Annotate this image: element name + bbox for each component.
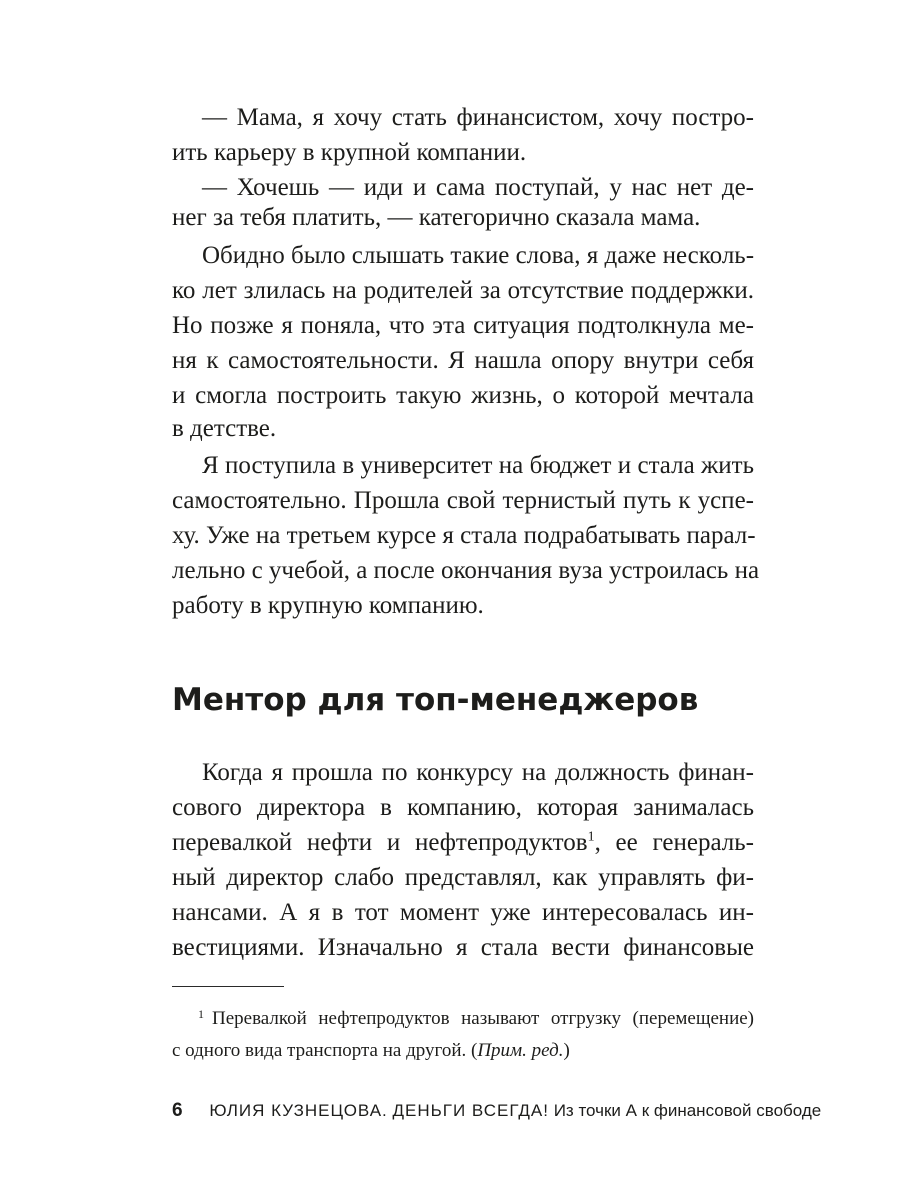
footnote-reference[interactable]: 1 bbox=[587, 829, 595, 845]
body-line: ху. Уже на третьем курсе я стала подрабатывать парал- bbox=[172, 522, 756, 549]
body-line-text: перевалкой нефти и нефтепродуктов bbox=[172, 829, 588, 856]
footnote-text: ) bbox=[563, 1040, 570, 1061]
body-line: Когда я прошла по конкурсу на должность финан- bbox=[202, 759, 754, 786]
body-line: Но позже я поняла, что эта ситуация подтолкнула ме- bbox=[172, 312, 754, 339]
body-line: в детстве. bbox=[172, 415, 277, 442]
running-footer bbox=[172, 1100, 821, 1122]
body-line: и смогла построить такую жизнь, о которой мечтала bbox=[172, 382, 754, 409]
body-line: вестициями. Изначально я стала вести финансовые bbox=[172, 934, 754, 961]
section-heading: Ментор для топ-менеджеров bbox=[172, 682, 699, 718]
footer-author: ЮЛИЯ КУЗНЕЦОВА. bbox=[209, 1101, 388, 1120]
body-line: работу в крупную компанию. bbox=[172, 592, 484, 619]
footer-title: ДЕНЬГИ ВСЕГДА! bbox=[392, 1101, 549, 1120]
footnote-mark: 1 bbox=[198, 1007, 204, 1021]
body-line: Обидно было слышать такие слова, я даже несколь- bbox=[202, 242, 755, 269]
body-line: — Мама, я хочу стать финансистом, хочу постро- bbox=[202, 104, 754, 131]
body-line: нег за тебя платить, — категорично сказала мама. bbox=[172, 204, 701, 231]
page-number: 6 bbox=[172, 1100, 183, 1121]
body-line-text: , ее генераль- bbox=[594, 829, 754, 856]
body-line: сового директора в компанию, которая занималась bbox=[172, 794, 754, 821]
footnote-divider bbox=[172, 986, 284, 987]
body-line: — Хочешь — иди и сама поступай, у нас нет де- bbox=[202, 174, 754, 201]
footnote-line bbox=[172, 1038, 754, 1064]
body-line: нансами. А я в тот момент уже интересовалась ин- bbox=[172, 899, 754, 926]
footnote-editor-note: Прим. ред. bbox=[477, 1040, 564, 1061]
footer-subtitle: Из точки А к финансовой свободе bbox=[553, 1101, 822, 1120]
footnote-text: с одного вида транспорта на другой. ( bbox=[172, 1040, 478, 1061]
body-line: самостоятельно. Прошла свой тернистый путь к успе- bbox=[172, 487, 754, 514]
body-line: ко лет злилась на родителей за отсутствие поддержки. bbox=[172, 277, 754, 304]
body-line: Я поступила в университет на бюджет и стала жить bbox=[202, 452, 754, 479]
body-line bbox=[172, 828, 754, 858]
body-line: лельно с учебой, а после окончания вуза устроилась на bbox=[172, 557, 760, 584]
body-line: ня к самостоятельности. Я нашла опору внутри себя bbox=[172, 347, 754, 374]
body-line: ить карьеру в крупной компании. bbox=[172, 139, 527, 166]
footnote-line: Перевалкой нефтепродуктов называют отгрузку (перемещение) bbox=[212, 1008, 754, 1029]
body-line: ный директор слабо представлял, как управлять фи- bbox=[172, 864, 754, 891]
